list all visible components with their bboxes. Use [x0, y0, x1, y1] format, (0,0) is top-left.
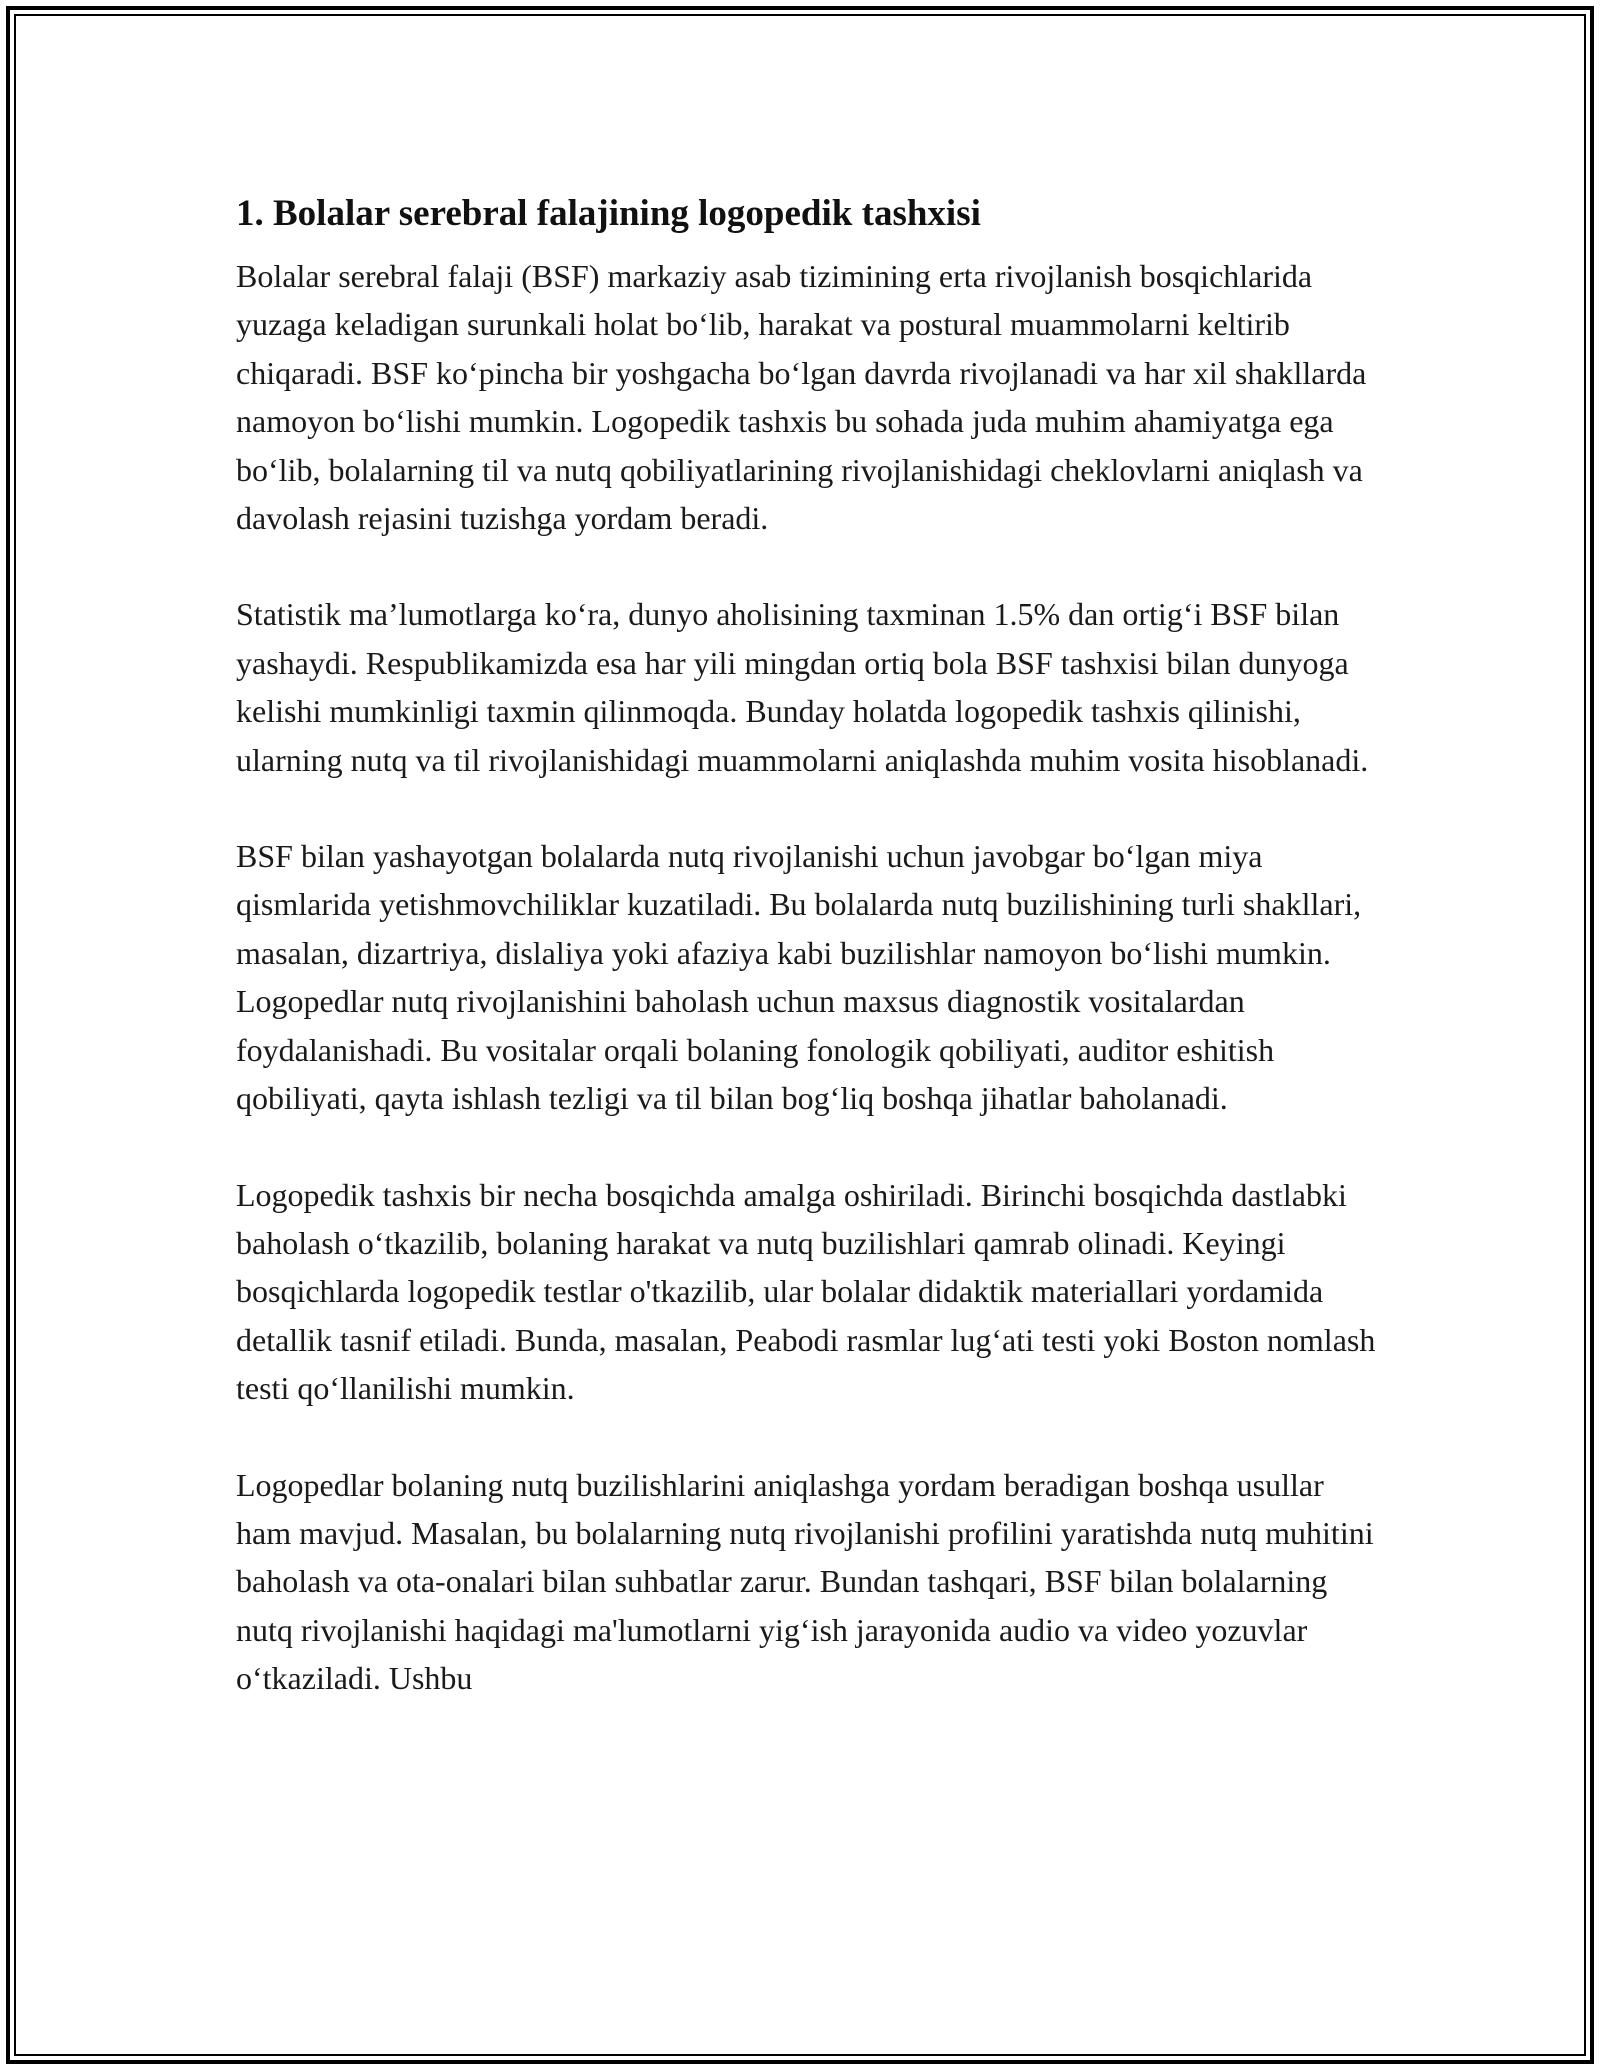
section-heading: 1. Bolalar serebral falajining logopedik tashxisi: [236, 193, 981, 234]
paragraph-4: Logopedik tashxis bir necha bosqichda amalga oshiriladi. Birinchi bosqichda dastlabki baholash o‘tkazilib, bolaning harakat va nutq buzilishlari qamrab olinadi. Keyingi bosqichlarda logopedik testlar o'tkazilib, ular bolalar didaktik materiallari yordamida detallik tasnif etiladi. Bunda, masalan, Peabodi rasmlar lug‘ati testi yoki Boston nomlash testi qo‘llanilishi mumkin.: [236, 1176, 1376, 1407]
paragraph-5: Logopedlar bolaning nutq buzilishlarini aniqlashga yordam beradigan boshqa usullar ham mavjud. Masalan, bu bolalarning nutq rivojlanishi profilini yaratishda nutq muhitini baholash va ota-onalari bilan suhbatlar zarur. Bundan tashqari, BSF bilan bolalarning nutq rivojlanishi haqidagi ma'lumotlarni yig‘ish jarayonida audio va video yozuvlar o‘tkaziladi. Ushbu: [236, 1466, 1374, 1697]
paragraph-2: Statistik ma’lumotlarga ko‘ra, dunyo aholisining taxminan 1.5% dan ortig‘i BSF bilan yashaydi. Respublikamizda esa har yili mingdan ortiq bola BSF tashxisi bilan dunyoga kelishi mumkinligi taxmin qilinmoqda. Bunday holatda logopedik tashxis qilinishi, ularning nutq va til rivojlanishidagi muammolarni aniqlashda muhim vosita hisoblanadi.: [236, 596, 1369, 778]
paragraph-3: BSF bilan yashayotgan bolalarda nutq rivojlanishi uchun javobgar bo‘lgan miya qismlarida yetishmovchiliklar kuzatiladi. Bu bolalarda nutq buzilishining turli shakllari, masalan, dizartriya, dislaliya yoki afaziya kabi buzilishlar namoyon bo‘lishi mumkin. Logopedlar nutq rivojlanishini baholash uchun maxsus diagnostik vositalardan foydalanishadi. Bu vositalar orqali bolaning fonologik qobiliyati, auditor eshitish qobiliyati, qayta ishlash tezligi va til bilan bog‘liq boshqa jihatlar baholanadi.: [236, 838, 1362, 1117]
document-body: [236, 186, 1386, 1751]
paragraph-1: Bolalar serebral falaji (BSF) markaziy asab tizimining erta rivojlanish bosqichlarida yuzaga keladigan surunkali holat bo‘lib, harakat va postural muammolarni keltirib chiqaradi. BSF ko‘pincha bir yoshgacha bo‘lgan davrda rivojlanadi va har xil shakllarda namoyon bo‘lishi mumkin. Logopedik tashxis bu sohada juda muhim ahamiyatga ega bo‘lib, bolalarning til va nutq qobiliyatlarining rivojlanishidagi cheklovlarni aniqlash va davolash rejasini tuzishga yordam beradi.: [236, 258, 1367, 537]
